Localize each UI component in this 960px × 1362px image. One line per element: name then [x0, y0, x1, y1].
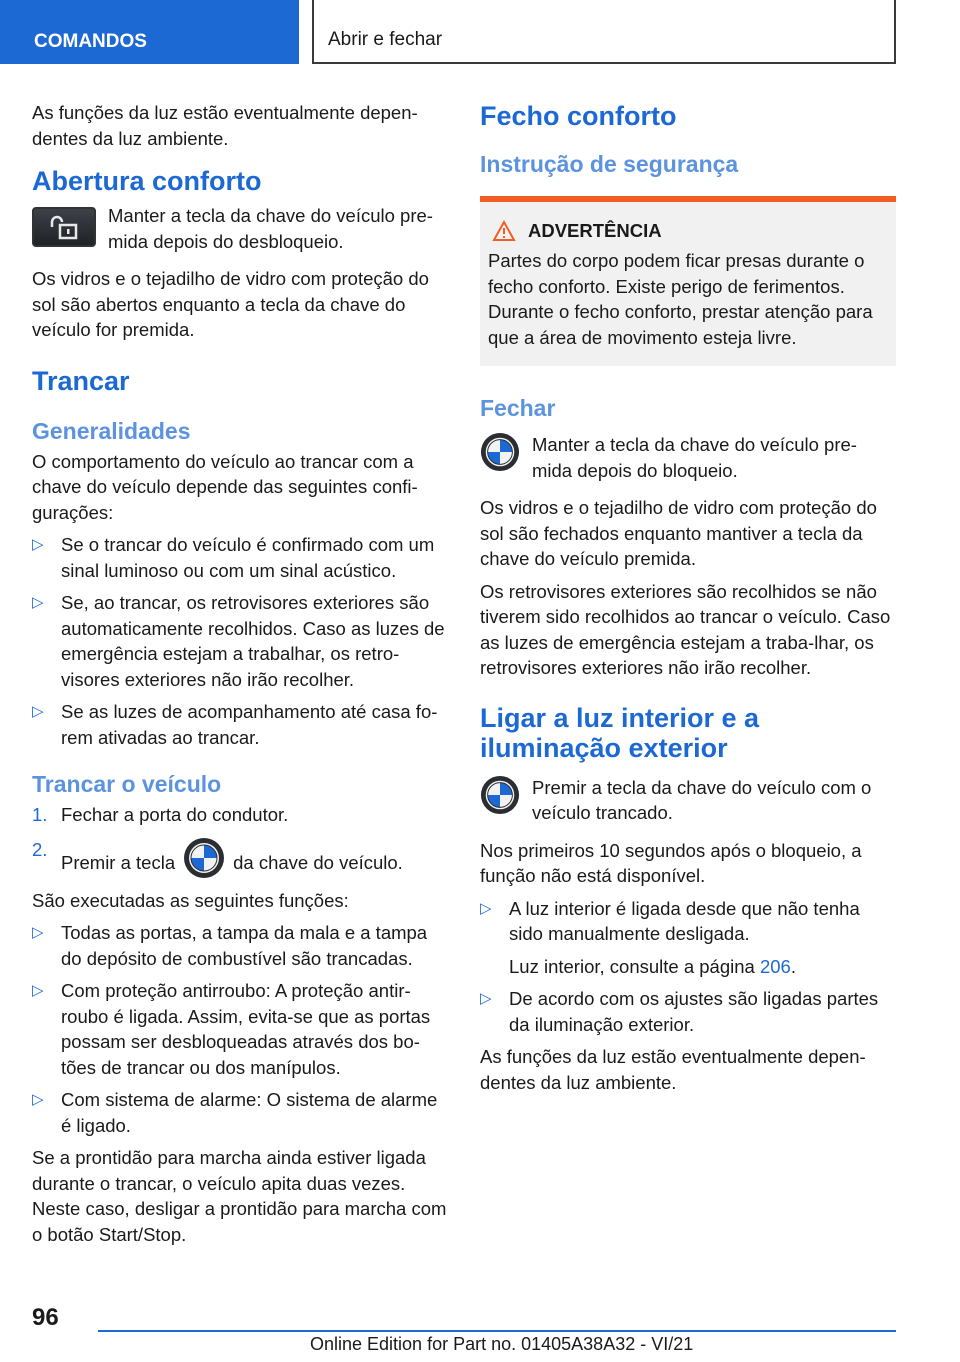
- step-item: 1. Fechar a porta do condutor.: [32, 804, 289, 825]
- section-tab: COMANDOS: [0, 0, 299, 64]
- fechar-icon-row: [480, 432, 896, 483]
- page-link[interactable]: 206: [759, 955, 791, 977]
- trancar-steps: [32, 802, 450, 879]
- bmw-key-button-icon: [480, 775, 520, 815]
- triangle-bullet-icon: ▷: [32, 924, 44, 941]
- triangle-bullet-icon: ▷: [32, 594, 44, 611]
- warning-triangle-icon: [492, 220, 516, 242]
- heading-instrucao-seguranca: Instrução de segurança: [480, 151, 739, 177]
- luz-body: Nos primeiros 10 segundos após o bloqueio, a função não está disponível.: [480, 839, 862, 886]
- page-reference: Luz interior, consulte a página 206.: [509, 955, 796, 977]
- list-item: ▷ A luz interior é ligada desde que não tenha sido manualmente desligada. Luz interior, consulte a página 206.: [480, 896, 896, 980]
- list-item: ▷ Com sistema de alarme: O sistema de alarme é ligado.: [32, 1089, 438, 1136]
- triangle-bullet-icon: ▷: [32, 982, 44, 999]
- fechar-instruction: Manter a tecla da chave do veículo pre-mida depois do bloqueio.: [532, 434, 857, 481]
- luz-instruction: Premir a tecla da chave do veículo com o veículo trancado.: [532, 776, 872, 823]
- fechar-body-1: Os vidros e o tejadilho de vidro com proteção do sol são fechados enquanto mantiver a tecla da chave do veículo premida.: [480, 497, 877, 569]
- abertura-icon-row: [32, 203, 450, 254]
- generalidades-list: [32, 532, 450, 750]
- heading-trancar: Trancar: [32, 365, 130, 396]
- heading-abertura-conforto: Abertura conforto: [32, 166, 262, 196]
- footer-divider: [98, 1330, 896, 1332]
- chapter-title: Abrir e fechar: [312, 0, 896, 64]
- heading-generalidades: Generalidades: [32, 417, 191, 444]
- triangle-bullet-icon: ▷: [32, 703, 44, 720]
- luz-icon-row: [480, 775, 896, 826]
- intro-text: As funções da luz estão eventualmente depen-dentes da luz ambiente.: [32, 102, 418, 149]
- list-item: ▷ Se o trancar do veículo é confirmado com um sinal luminoso ou com um sinal acústico.: [32, 534, 435, 581]
- triangle-bullet-icon: ▷: [32, 536, 44, 553]
- list-item: ▷ Se, ao trancar, os retrovisores exteriores são automaticamente recolhidos. Caso as luzes de emergência estejam a trabalhar, os retro-visores exteriores não irão recolher.: [32, 592, 445, 690]
- unlock-key-icon: [32, 207, 96, 247]
- luz-list: [480, 896, 896, 1038]
- list-item: ▷ Com proteção antirroubo: A proteção antir-roubo é ligada. Assim, evita-se que as portas possam ser desbloqueadas através dos bo-tões de trancar ou dos manípulos.: [32, 980, 431, 1078]
- heading-ligar-luz: Ligar a luz interior e a iluminação exterior: [480, 702, 760, 763]
- list-item: ▷ Todas as portas, a tampa da mala e a tampa do depósito de combustível são trancadas.: [32, 922, 428, 969]
- page-number: 96: [32, 1304, 59, 1331]
- right-column: [480, 100, 896, 1102]
- bmw-key-button-icon: [480, 432, 520, 472]
- list-item: ▷ De acordo com os ajustes são ligadas partes da iluminação exterior.: [480, 988, 879, 1035]
- warning-box: [480, 196, 896, 366]
- warning-text: Partes do corpo podem ficar presas durante o fecho conforto. Existe perigo de ferimentos. Durante o fecho conforto, prestar atenção para que a área de movimento esteja livre.: [488, 250, 873, 348]
- triangle-bullet-icon: ▷: [480, 990, 492, 1007]
- exec-list: [32, 920, 450, 1138]
- warning-title: ADVERTÊNCIA: [488, 220, 888, 242]
- bmw-key-button-icon: [183, 837, 225, 879]
- list-item: ▷ Se as luzes de acompanhamento até casa fo-rem ativadas ao trancar.: [32, 701, 438, 748]
- abertura-instruction: Manter a tecla da chave do veículo pre-mida depois do desbloqueio.: [108, 205, 433, 252]
- step-item: 2. Premir a tecla da chave do veículo.: [32, 837, 450, 879]
- heading-fechar: Fechar: [480, 395, 556, 421]
- triangle-bullet-icon: ▷: [480, 899, 492, 917]
- abertura-body: Os vidros e o tejadilho de vidro com proteção do sol são abertos enquanto a tecla da chave do veículo for premida.: [32, 268, 429, 340]
- generalidades-body: O comportamento do veículo ao trancar com a chave do veículo depende das seguintes confi-gurações:: [32, 450, 418, 523]
- triangle-bullet-icon: ▷: [32, 1091, 44, 1108]
- fechar-body-2: Os retrovisores exteriores são recolhidos se não tiverem sido recolhidos ao trancar o veículo. Caso as luzes de emergência estejam a traba-lhar, os retrovisores exteriores não irão recolher.: [480, 580, 891, 678]
- footer-edition: Online Edition for Part no. 01405A38A32 - VI/21: [310, 1334, 694, 1354]
- exec-text: São executadas as seguintes funções:: [32, 889, 349, 911]
- heading-trancar-veiculo: Trancar o veículo: [32, 771, 222, 797]
- left-column: [32, 100, 450, 1254]
- luz-outro: As funções da luz estão eventualmente depen-dentes da luz ambiente.: [480, 1046, 866, 1093]
- heading-fecho-conforto: Fecho conforto: [480, 101, 677, 131]
- trancar-outro: Se a prontidão para marcha ainda estiver ligada durante o trancar, o veículo apita duas vezes. Neste caso, desligar a prontidão para marcha com o botão Start/Stop.: [32, 1147, 447, 1245]
